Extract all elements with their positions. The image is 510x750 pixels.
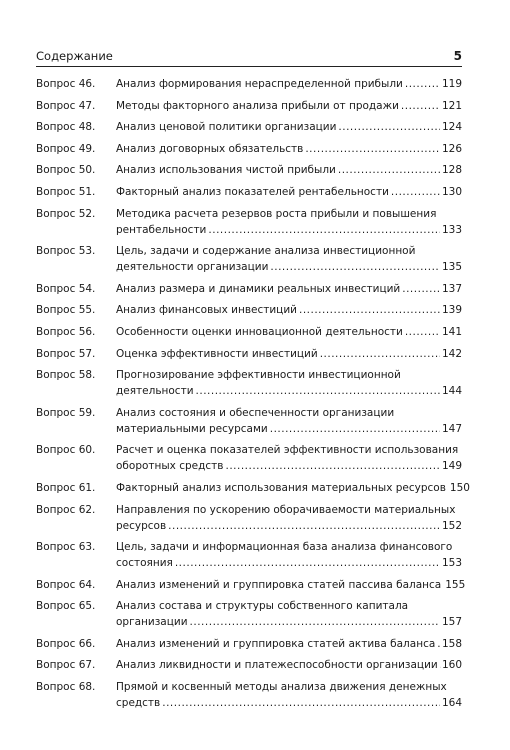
toc-entry-title: Анализ финансовых инвестиций [116, 304, 297, 317]
dot-leader [168, 518, 440, 534]
toc-entry-title: ресурсов [116, 519, 167, 532]
dot-leader [437, 636, 440, 652]
toc-entry-title: Анализ состояния и обеспеченности организации [116, 406, 395, 419]
toc-entry-title: Факторный анализ использования материальных ресурсов [116, 481, 446, 494]
toc-entry[interactable] [36, 98, 462, 114]
toc-entry-title: Анализ использования чистой прибыли [116, 164, 336, 177]
dot-leader [175, 555, 440, 571]
toc-entry-page: 137 [441, 282, 462, 295]
toc-entry[interactable] [36, 243, 462, 275]
dot-leader [405, 324, 440, 340]
header-rule [36, 66, 462, 67]
toc-entry-page: 133 [441, 223, 462, 236]
toc-entry-title: рентабельности [116, 223, 207, 236]
toc-entry[interactable] [36, 206, 462, 238]
toc-entry[interactable] [36, 539, 462, 571]
toc-entry-number: Вопрос 47. [36, 99, 96, 112]
toc-entry-title: деятельности [116, 385, 194, 398]
toc-entry-page: 150 [449, 481, 470, 494]
toc-entry-page: 119 [441, 78, 462, 90]
dot-leader [305, 141, 440, 157]
toc-entry-number: Вопрос 67. [36, 659, 96, 672]
toc-entry-number: Вопрос 56. [36, 325, 96, 338]
toc-entry-title: Анализ состава и структуры собственного капитала [116, 600, 409, 613]
toc-entry-title: средств [116, 697, 161, 710]
toc-entry-number: Вопрос 60. [36, 444, 96, 457]
dot-leader [225, 458, 439, 474]
toc-entry-number: Вопрос 61. [36, 481, 96, 494]
toc-entry-page: 135 [441, 261, 462, 274]
toc-entry-page: 147 [441, 422, 462, 435]
toc-entry-number: Вопрос 57. [36, 347, 96, 360]
toc-entry[interactable] [36, 302, 462, 318]
toc-entry-number: Вопрос 55. [36, 304, 96, 317]
dot-leader [190, 614, 440, 630]
toc-entry[interactable] [36, 636, 462, 652]
toc-entry-page: 126 [441, 142, 462, 155]
toc-entry[interactable] [36, 281, 462, 297]
toc-entry[interactable] [36, 76, 462, 92]
dot-leader [405, 76, 440, 92]
toc-entry-title: Расчет и оценка показателей эффективности использования [116, 444, 459, 457]
toc-entry-title: Прямой и косвенный методы анализа движения денежных [116, 681, 447, 694]
toc-entry-page: 149 [441, 460, 462, 473]
dot-leader [320, 346, 440, 362]
toc-entry-number: Вопрос 66. [36, 637, 96, 650]
toc-entry[interactable] [36, 141, 462, 157]
toc-entry-title: Цель, задачи и содержание анализа инвестиционной [116, 245, 416, 258]
toc-entry-title: Анализ размера и динамики реальных инвестиций [116, 282, 401, 295]
toc-entry-number: Вопрос 50. [36, 164, 96, 177]
toc-entry-title: Прогнозирование эффективности инвестиционной [116, 369, 401, 382]
toc-entry-title: Анализ ценовой политики организации [116, 121, 337, 134]
toc-entry[interactable] [36, 324, 462, 340]
toc-entry[interactable] [36, 502, 462, 534]
toc-entry[interactable] [36, 577, 466, 593]
toc-entry-number: Вопрос 53. [36, 245, 96, 258]
toc-entry-title: состояния [116, 557, 173, 570]
toc-entry-number: Вопрос 48. [36, 121, 96, 134]
dot-leader [162, 695, 440, 711]
toc-entry-title: Факторный анализ показателей рентабельности [116, 185, 389, 198]
toc-entry-page: 121 [441, 99, 462, 112]
toc-entry-page: 164 [441, 697, 462, 710]
toc-entry-number: Вопрос 51. [36, 185, 96, 198]
toc-entry-number: Вопрос 49. [36, 142, 96, 155]
dot-leader [338, 119, 440, 135]
table-of-contents [36, 76, 470, 717]
toc-entry-title: материальными ресурсами [116, 422, 268, 435]
toc-entry-page: 124 [441, 121, 462, 134]
toc-entry-title: Цель, задачи и информационная база анализа финансового [116, 541, 453, 554]
toc-entry-title: Особенности оценки инновационной деятельности [116, 325, 403, 338]
dot-leader [401, 98, 440, 114]
toc-entry-title: Анализ формирования нераспределенной прибыли [116, 78, 403, 90]
dot-leader [270, 421, 440, 437]
header-page-number: 5 [453, 49, 462, 63]
toc-entry-page: 144 [441, 385, 462, 398]
toc-entry[interactable] [36, 657, 462, 673]
running-header [36, 47, 462, 63]
toc-entry-number: Вопрос 62. [36, 503, 96, 516]
toc-entry-title: Анализ изменений и группировка статей актива баланса [116, 637, 436, 650]
toc-entry-title: Методика расчета резервов роста прибыли и повышения [116, 207, 437, 220]
toc-entry-number: Вопрос 46. [36, 78, 96, 90]
toc-entry[interactable] [36, 598, 462, 630]
toc-entry-page: 139 [441, 304, 462, 317]
toc-entry-title: Анализ изменений и группировка статей пассива баланса [116, 578, 442, 591]
toc-entry[interactable] [36, 480, 470, 496]
toc-entry-number: Вопрос 59. [36, 406, 96, 419]
toc-entry-page: 158 [441, 637, 462, 650]
toc-entry-number: Вопрос 52. [36, 207, 96, 220]
dot-leader [196, 383, 440, 399]
toc-entry-title: оборотных средств [116, 460, 224, 473]
toc-entry-title: Оценка эффективности инвестиций [116, 347, 318, 360]
toc-entry-page: 142 [441, 347, 462, 360]
toc-entry-number: Вопрос 63. [36, 541, 96, 554]
toc-entry-page: 152 [441, 519, 462, 532]
toc-entry[interactable] [36, 405, 462, 437]
dot-leader [270, 259, 440, 275]
toc-entry-title: Анализ ликвидности и платежеспособности организации [116, 659, 438, 672]
toc-entry[interactable] [36, 442, 462, 474]
toc-entry[interactable] [36, 679, 462, 711]
toc-entry-page: 141 [441, 325, 462, 338]
toc-entry-title: Методы факторного анализа прибыли от продажи [116, 99, 399, 112]
toc-entry-page: 157 [441, 616, 462, 629]
toc-entry-page: 160 [441, 659, 462, 672]
toc-entry-title: Направления по ускорению оборачиваемости материальных [116, 503, 456, 516]
toc-entry-title: организации [116, 616, 188, 629]
toc-entry[interactable] [36, 346, 462, 362]
header-title: Содержание [36, 49, 113, 63]
dot-leader [402, 281, 440, 297]
dot-leader [208, 222, 440, 238]
toc-entry-number: Вопрос 68. [36, 681, 96, 694]
toc-entry-number: Вопрос 54. [36, 282, 96, 295]
toc-entry-title: Анализ договорных обязательств [116, 142, 304, 155]
toc-entry-number: Вопрос 65. [36, 600, 96, 613]
toc-entry-page: 130 [441, 185, 462, 198]
toc-entry[interactable] [36, 367, 462, 399]
toc-entry[interactable] [36, 119, 462, 135]
toc-entry[interactable] [36, 184, 462, 200]
dot-leader [299, 302, 440, 318]
toc-entry-page: 128 [441, 164, 462, 177]
toc-entry-page: 153 [441, 557, 462, 570]
toc-entry-number: Вопрос 64. [36, 578, 96, 591]
toc-entry-page: 155 [445, 578, 466, 591]
dot-leader [338, 162, 440, 178]
dot-leader [391, 184, 440, 200]
toc-entry-title: деятельности организации [116, 261, 269, 274]
toc-entry[interactable] [36, 162, 462, 178]
toc-entry-number: Вопрос 58. [36, 369, 96, 382]
